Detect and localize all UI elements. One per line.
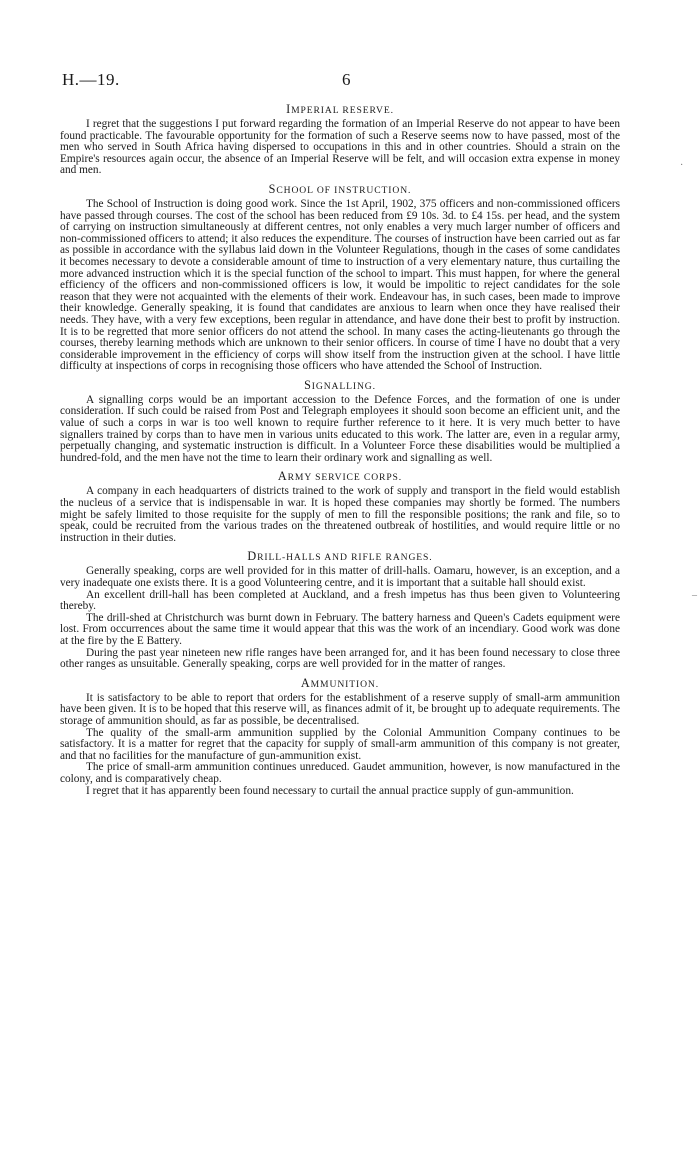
section-imperial-reserve (60, 103, 620, 177)
section-ammunition (60, 677, 620, 797)
document-body (60, 100, 620, 797)
paragraph: During the past year nineteen new rifle ranges have been arranged for, and it has been found necessary to close three other ranges as unsuitable. Generally speaking, corps are well provided for in the matter of ranges. (60, 646, 620, 671)
paragraph: A signalling corps would be an important accession to the Defence Forces, and the formation of one is under consideration. If such could be raised from Post and Telegraph employees it should soon become an efficient unit, and the value of such a corps in war is too well known to require further reference to it here. It is very much better to have signallers trained by corps than to have men in various units educated to this work. The latter are, even in a regular army, perpetually changing, and systematic instruction is difficult. In a Volunteer Force these disabilities would be multiplied a hundred-fold, and the men have not the time to learn their ordinary work and signalling as well. (60, 393, 620, 464)
margin-speck-mark: · (680, 160, 684, 171)
section-signalling (60, 379, 620, 465)
paragraph: I regret that the suggestions I put forward regarding the formation of an Imperial Reserve do not appear to have been found practicable. The favourable opportunity for the formation of such a Reserve seems now to have passed, most of the men who served in South Africa having dispersed to occupations in this and in other countries. Should a strain on the Empire's resources again occur, the absence of an Imperial Reserve will be felt, and will occasion extra expense in money and men. (60, 118, 620, 177)
paragraph: The School of Instruction is doing good work. Since the 1st April, 1902, 375 officers and non-commissioned officers have passed through courses. The cost of the school has been reduced from £9 10s. 3d. to £4 15s. per head, and the system of carrying on instruction simultaneously at different centres, not only enables a very much larger number of officers and non-commissioned officers to attend; it also reduces the expenditure. The courses of instruction have been carried out as far as possible in accordance with the syllabus laid down in the Volunteer Regulations, though in the cases of some candidates it becomes necessary to devote a considerable amount of time to instruction of a very elementary nature, thus curtailing the more advanced instruction which it is the special function of the school to impart. This must happen, for where the general efficiency of the officers and non-commissioned officers is low, it would be impolitic to reject candidates for the sole reason that they were not acquainted with the elements of their work. Endeavour has, in such cases, been made to improve their knowledge. Generally speaking, it is found that candidates are anxious to learn when once they have realised their needs. They have, with a very few exceptions, been regular in attendance, and have done their best to profit by instruction. It is to be regretted that more senior officers do not attend the school. In many cases the acting-lieutenants go through the courses, thereby learning methods which are unknown to their senior officers. In course of time I have no doubt that a very considerable improvement in the efficiency of corps will show itself from the instruction given at the school. I have little difficulty at inspections of corps in recognising those officers who have attended the School of Instruction. (60, 197, 620, 373)
section-title: ARMY SERVICE CORPS. (277, 469, 403, 484)
paragraph: The drill-shed at Christchurch was burnt down in February. The battery harness and Queen's Cadets equipment were lost. From occurrences about the same time it would appear that this was the work of an incendiary. Good work was done at the fire by the E Battery. (60, 611, 620, 647)
paragraph: An excellent drill-hall has been completed at Auckland, and a fresh impetus has thus been given to Volunteering thereby. (60, 588, 620, 613)
paragraph: The quality of the small-arm ammunition supplied by the Colonial Ammunition Company continues to be satisfactory. It is a matter for regret that the capacity for supply of small-arm ammunition of this company is not greater, and that no facilities for the manufacture of gun-ammunition exist. (60, 726, 620, 762)
document-reference: H.—19. (62, 70, 120, 89)
section-school-of-instruction (60, 183, 620, 373)
section-title: IMPERIAL RESERVE. (286, 102, 394, 116)
section-drill-halls-and-rifle-ranges (60, 550, 620, 670)
section-title: AMMUNITION. (300, 675, 380, 690)
paragraph: The price of small-arm ammunition continues unreduced. Gaudet ammunition, however, is now manufactured in the colony, and is comparatively cheap. (60, 761, 620, 785)
page-number: 6 (342, 70, 351, 89)
section-title: SCHOOL OF INSTRUCTION. (268, 181, 412, 196)
paragraph: I regret that it has apparently been found necessary to curtail the annual practice supply of gun-ammunition. (86, 784, 574, 797)
section-title: DRILL-HALLS AND RIFLE RANGES. (247, 549, 433, 564)
section-army-service-corps (60, 470, 620, 544)
section-title: SIGNALLING. (304, 377, 376, 392)
paragraph: It is satisfactory to be able to report that orders for the establishment of a reserve supply of small-arm ammunition have been given. It is to be hoped that this reserve will, as finances admit of it, be brought up to adequate requirements. The storage of ammunition should, as far as possible, be decentralised. (60, 691, 620, 727)
paragraph: A company in each headquarters of districts trained to the work of supply and transport in the field would establish the nucleus of a service that is indispensable in war. It is hoped these companies may shortly be formed. The numbers might be safely limited to those requisite for the supply of men to fill the responsible positions; the rank and file, so to speak, could be recruited from the various trades on the threatened outbreak of hostilities, and would require little or no instruction in their duties. (60, 485, 620, 544)
paragraph: Generally speaking, corps are well provided for in this matter of drill-halls. Oamaru, however, is an exception, and a very inadequate one exists there. It is a good Volunteering centre, and it is important that a suitable hall should exist. (60, 565, 620, 589)
margin-dash-mark: – (692, 590, 697, 601)
